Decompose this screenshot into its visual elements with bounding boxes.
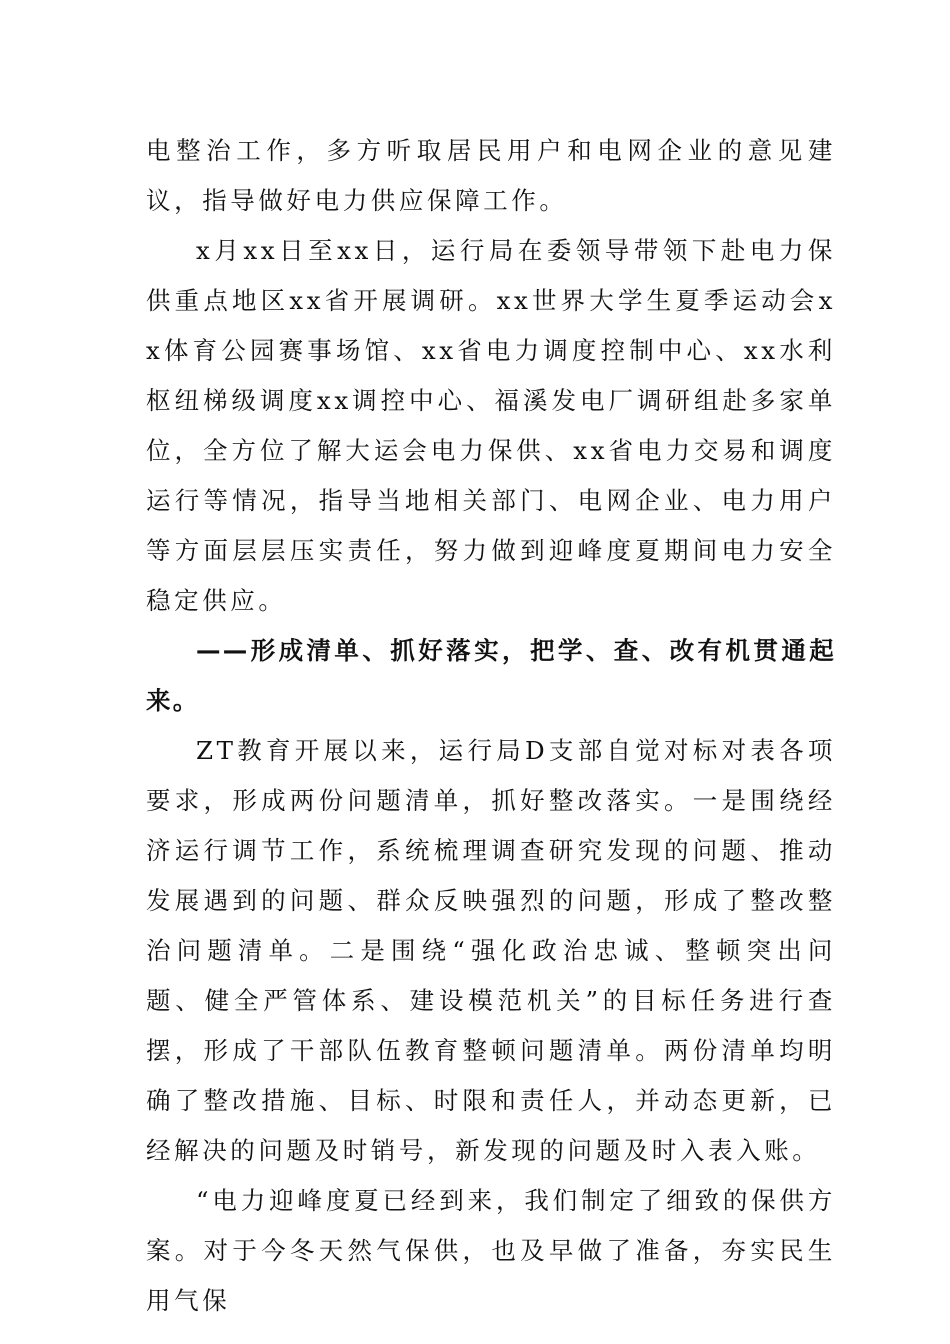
- paragraph-continuation: 电整治工作，多方听取居民用户和电网企业的意见建议，指导做好电力供应保障工作。: [146, 136, 836, 215]
- paragraph-problem-lists: ZT教育开展以来，运行局D支部自觉对标对表各项要求，形成两份问题清单，抓好整改落实。一是围绕经济运行调节工作，系统梳理调查研究发现的问题、推动发展遇到的问题、群众反映强烈的问题，形成了整改整治问题清单。二是围绕“强化政治忠诚、整顿突出问题、健全严管体系、建设模范机关”的目标任务进行查摆，形成了干部队伍教育整顿问题清单。两份清单均明确了整改措施、目标、时限和责任人，并动态更新，已经解决的问题及时销号，新发现的问题及时入表入账。: [146, 736, 836, 1165]
- document-body: [146, 126, 836, 1326]
- paragraph-research-trip: x月xx日至xx日，运行局在委领导带领下赴电力保供重点地区xx省开展调研。xx世界大学生夏季运动会xx体育公园赛事场馆、xx省电力调度控制中心、xx水利枢纽梯级调度xx调控中心、福溪发电厂调研组赴多家单位，全方位了解大运会电力保供、xx省电力交易和调度运行等情况，指导当地相关部门、电网企业、电力用户等方面层层压实责任，努力做到迎峰度夏期间电力安全稳定供应。: [146, 236, 836, 615]
- paragraph-quote: “电力迎峰度夏已经到来，我们制定了细致的保供方案。对于今冬天然气保供，也及早做了准备，夯实民生用气保: [146, 1186, 836, 1315]
- section-heading: ——形成清单、抓好落实，把学、查、改有机贯通起来。: [146, 636, 836, 715]
